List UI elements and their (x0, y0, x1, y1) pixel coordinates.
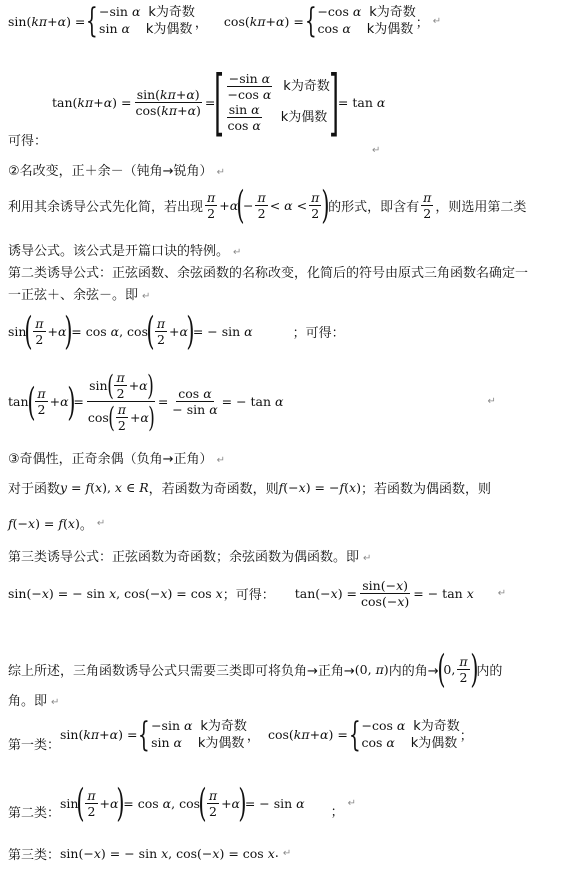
formula-tan-kpi: tan(kπ+α) = $\frac{\sin(k\pi+\alpha)}{\cos(k\pi+\alpha)}$ = [ $\frac{\text{−sin α}}{\text{−cos α}}$ k为奇数 $\frac{\text{sin α}}{\text{cos α}}$ k为偶数 ] = tan α (52, 60, 386, 144)
para-mark: ↵ (372, 145, 381, 156)
use-other-line-2: 诱导公式。该公式是开篇口诀的特例。 ↵ (8, 244, 242, 259)
formula-class3: sin(−x) = − sin x, cos(−x) = cos x ；可得： tan(−x) = $\frac{\sin(-x)}{\cos(-x)}$ = − tan x ↵ (8, 578, 507, 609)
formula-row-1: sin(kπ+α) = { −sin α k为奇数 sin α k为偶数 ， cos(kπ+α) = { −cos α k为奇数 cos α k为偶数 ； ↵ (8, 1, 442, 41)
summary-line: 综上所述，三角函数诱导公式只需要三类即可将负角→正角→ (0, π) 内的角→ ( 0, $\frac{\pi}{2}$ ) 内的 (8, 647, 503, 691)
formula-tan-class2: tan ( $\frac{\pi}{2}$ +α ) = sin ( $\frac{\pi}{2}$ + α ) cos ( $\frac{\pi}{2}$ + α ) = $\frac{\text{cos α}}{\text{− sin α}}$ = − tan α ↵ (8, 368, 496, 434)
for-function-line: 对于函数 y = f(x), x ∈ R ，若函数为奇函数，则 f(−x) = −f(x) ；若函数为偶函数，则 (8, 480, 491, 497)
summary-class-2: 第二类： sin ( $\frac{\pi}{2}$ +α ) = cos α, cos ( $\frac{\pi}{2}$ +α ) = − sin α ； ↵ (8, 781, 357, 825)
summary-class-3: 第三类： sin(−x) = − sin x, cos(−x) = cos x . ↵ (8, 846, 292, 863)
class-2-definition-2: 一正弦＋、余弦－。即 ↵ (8, 288, 151, 303)
class-2-definition: 第二类诱导公式：正弦函数、余弦函数的名称改变，化简后的符号由原式三角函数名确定一 (8, 266, 529, 281)
kede-label: 可得： (8, 134, 48, 149)
summary-class-1: 第一类： sin(kπ+α) = { −sin α k为奇数 sin α k为偶数 ， cos(kπ+α) = { −cos α k为奇数 cos α k为偶数 ； (8, 714, 473, 755)
section-3-title: ③奇偶性，正奇余偶（负角→正角） ↵ (8, 452, 225, 467)
summary-line-2: 角。即 ↵ (8, 694, 60, 709)
section-2-title: ②名改变，正＋余－（钝角→锐角） ↵ (8, 164, 225, 179)
even-function-formula: f(−x) = f(x) 。 ↵ (8, 516, 106, 533)
formula-class2: sin ( $\frac{\pi}{2}$ +α ) = cos α, cos ( $\frac{\pi}{2}$ +α ) = − sin α ；可得： (8, 309, 345, 353)
use-other-line: 利用其余诱导公式先化简，若出现 $\frac{\pi}{2}$ +α ( − $\frac{\pi}{2}$ < α < $\frac{\pi}{2}$ ) 的形式，即含有 $\frac{\pi}{2}$ ，则选用第二类 (8, 183, 527, 227)
class-3-definition: 第三类诱导公式：正弦函数为奇函数；余弦函数为偶函数。即 ↵ (8, 550, 372, 565)
